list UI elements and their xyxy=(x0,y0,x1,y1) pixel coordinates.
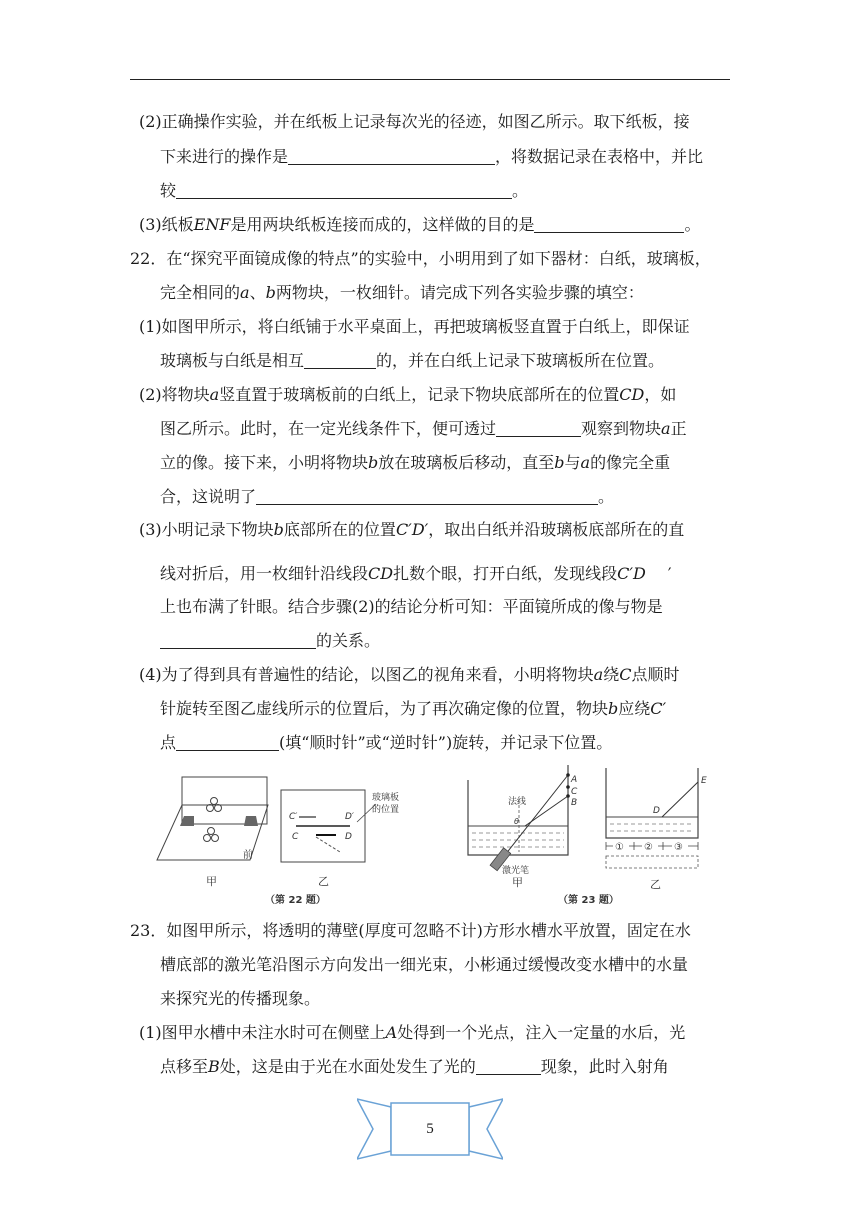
label-front: 前 xyxy=(243,850,253,861)
answer-blank[interactable] xyxy=(304,352,376,369)
q23-part1-line2: 点移至B处，这是由于光在水面处发生了光的 现象，此时入射角 xyxy=(160,1057,669,1076)
q21-part3: (3)纸板ENF是用两块纸板连接而成的，这样做的目的是 。 xyxy=(139,215,701,234)
q22-part3-line4: 的关系。 xyxy=(160,630,380,652)
svg-text:D′: D′ xyxy=(345,812,354,822)
svg-text:①: ① xyxy=(615,842,624,853)
q21-part2-line1: (2)正确操作实验，并在纸板上记录每次光的径迹，如图乙所示。取下纸板，接 xyxy=(139,112,690,131)
normal-label: 法线 xyxy=(508,797,527,807)
svg-text:②: ② xyxy=(644,842,653,853)
svg-text:D: D xyxy=(345,832,352,842)
svg-text:C: C xyxy=(292,832,299,842)
tank-walls-2 xyxy=(606,768,698,838)
q23-stem-line3: 来探究光的传播现象。 xyxy=(160,989,321,1008)
dashed-base xyxy=(606,856,698,868)
laser-label: 激光笔 xyxy=(502,866,530,876)
q22-part4-line3: 点 (填“顺时针”或“逆时针”)旋转，并记录下位置。 xyxy=(160,733,613,752)
q22-part2-line2: 图乙所示。此时，在一定光线条件下，便可透过 观察到物块a正 xyxy=(160,419,687,438)
fig22-yi xyxy=(281,790,399,888)
block xyxy=(208,828,215,835)
q23-part1-line1: (1)图甲水槽中未注水时可在侧壁上A处得到一个光点，注入一定量的水后，光 xyxy=(139,1023,686,1042)
beam-to-a xyxy=(505,775,568,855)
glass-label-2: 的位置 xyxy=(372,805,400,815)
fig22-jia xyxy=(157,777,268,888)
q22-part1-line1: (1)如图甲所示，将白纸铺于水平桌面上，再把玻璃板竖直置于白纸上，即保证 xyxy=(139,317,690,336)
answer-blank[interactable] xyxy=(176,734,279,751)
q22-part3-line3: 上也布满了针眼。结合步骤(2)的结论分析可知：平面镜所成的像与物是 xyxy=(160,597,663,616)
answer-blank[interactable] xyxy=(256,488,598,505)
tank-walls xyxy=(468,765,568,855)
label-yi-23: 乙 xyxy=(650,878,661,891)
answer-blank[interactable] xyxy=(476,1058,541,1075)
q23-stem-line2: 槽底部的激光笔沿图示方向发出一细光束，小彬通过缓慢改变水槽中的水量 xyxy=(160,955,689,974)
fig23-jia xyxy=(468,765,578,889)
ribbon-right-tail xyxy=(469,1099,503,1159)
q22-part4-line2: 针旋转至图乙虚线所示的位置后，为了再次确定像的位置，物块b应绕C′ xyxy=(160,699,667,718)
answer-blank[interactable] xyxy=(288,148,495,165)
q21-part2-line2: 下来进行的操作是 ，将数据记录在表格中，并比 xyxy=(160,147,704,166)
q22-stem-line2: 完全相同的a、b两物块，一枚细针。请完成下列各实验步骤的填空： xyxy=(160,283,644,302)
svg-text:D: D xyxy=(653,806,660,816)
rotated-dashed xyxy=(316,837,340,852)
svg-text:E: E xyxy=(701,776,707,786)
stand-right xyxy=(244,816,258,826)
q22-part3-line2: 线对折后，用一枚细针沿线段CD扎数个眼，打开白纸，发现线段C′D ′ xyxy=(160,564,672,583)
q22-part3-line1: (3)小明记录下物块b底部所在的位置C′D′，取出白纸并沿玻璃板底部所在的直 xyxy=(139,520,685,539)
label-jia: 甲 xyxy=(206,875,217,888)
q23-stem-line1: 23．如图甲所示，将透明的薄壁(厚度可忽略不计)方形水槽水平放置，固定在水 xyxy=(130,921,691,940)
q22-stem-line1: 22．在“探究平面镜成像的特点”的实验中，小明用到了如下器材：白纸，玻璃板， xyxy=(130,249,711,268)
answer-blank[interactable] xyxy=(534,216,684,233)
glass-label-1: 玻璃板 xyxy=(372,793,400,803)
figures-22-23 xyxy=(150,760,730,910)
q21-part2-line3: 较 。 xyxy=(160,181,529,200)
label-yi: 乙 xyxy=(318,875,329,888)
answer-blank[interactable] xyxy=(496,420,581,437)
svg-text:③: ③ xyxy=(674,842,683,853)
q22-part1-line2: 玻璃板与白纸是相互 的，并在白纸上记录下玻璃板所在位置。 xyxy=(160,351,665,370)
svg-text:A: A xyxy=(571,775,578,785)
svg-text:θ: θ xyxy=(514,817,519,826)
q22-part2-line1: (2)将物块a竖直置于玻璃板前的白纸上，记录下物块底部所在的位置CD，如 xyxy=(139,385,677,404)
ribbon-left-tail xyxy=(357,1099,391,1159)
label-jia-23: 甲 xyxy=(512,876,523,889)
caption-23: （第 23 题） xyxy=(558,895,619,906)
header-rule xyxy=(130,79,730,80)
beam-to-b xyxy=(525,796,568,826)
svg-text:C′: C′ xyxy=(289,812,298,822)
fig23-yi xyxy=(606,768,707,891)
q22-part4-line1: (4)为了得到具有普遍性的结论，以图乙的视角来看，小明将物块a绕C点顺时 xyxy=(139,665,680,684)
page-number: 5 xyxy=(426,1121,434,1137)
answer-blank[interactable] xyxy=(160,632,316,649)
svg-text:C: C xyxy=(571,787,578,797)
caption-22: （第 22 题） xyxy=(265,895,326,906)
answer-blank[interactable] xyxy=(176,182,512,199)
q22-part2-line3: 立的像。接下来，小明将物块b放在玻璃板后移动，直至b与a的像完全重 xyxy=(160,453,671,472)
svg-text:B: B xyxy=(571,798,578,808)
block-image xyxy=(211,798,218,805)
beam-de xyxy=(662,782,698,817)
q22-part2-line4: 合，这说明了 。 xyxy=(160,487,615,506)
